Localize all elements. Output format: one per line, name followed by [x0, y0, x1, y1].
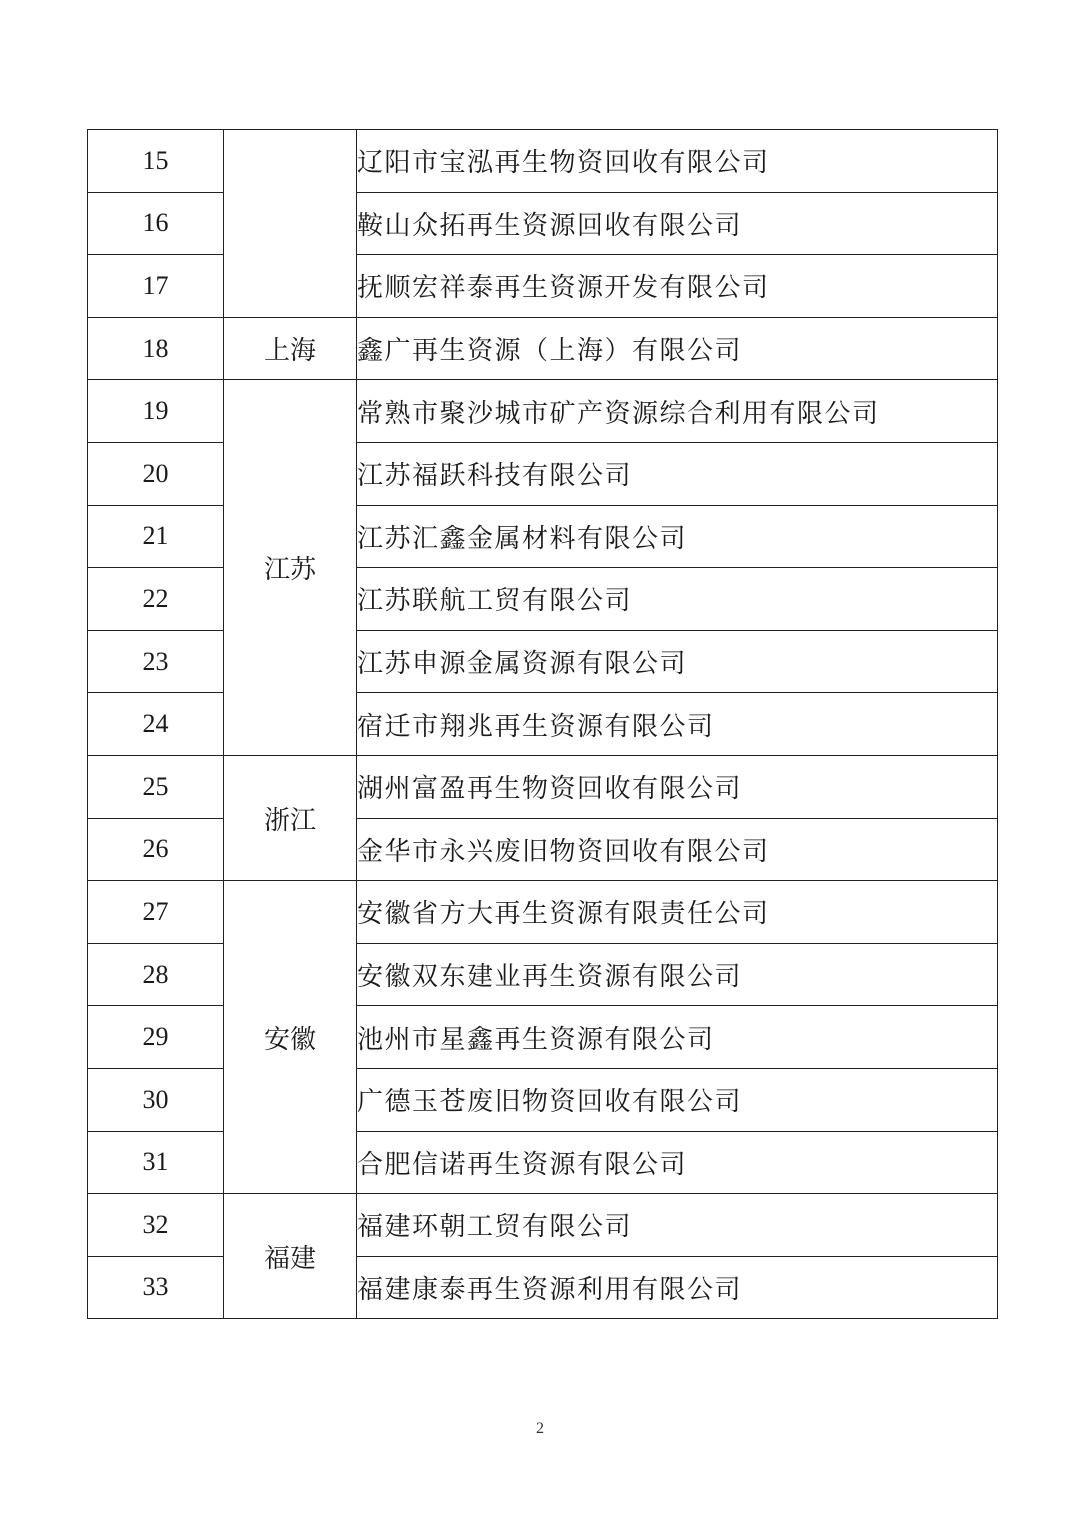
company-name: 福建康泰再生资源利用有限公司 [357, 1256, 998, 1319]
company-name: 湖州富盈再生物资回收有限公司 [357, 755, 998, 818]
company-name: 福建环朝工贸有限公司 [357, 1194, 998, 1257]
province-cell: 安徽 [224, 881, 357, 1194]
province-cell [224, 130, 357, 318]
table-row [88, 755, 998, 818]
row-number: 22 [88, 568, 224, 631]
row-number: 26 [88, 818, 224, 881]
row-number: 25 [88, 755, 224, 818]
company-name: 金华市永兴废旧物资回收有限公司 [357, 818, 998, 881]
row-number: 31 [88, 1131, 224, 1194]
company-name: 江苏福跃科技有限公司 [357, 442, 998, 505]
company-name: 鞍山众拓再生资源回收有限公司 [357, 192, 998, 255]
row-number: 23 [88, 630, 224, 693]
company-name: 鑫广再生资源（上海）有限公司 [357, 317, 998, 380]
province-cell: 浙江 [224, 755, 357, 880]
row-number: 27 [88, 881, 224, 944]
company-name: 广德玉苍废旧物资回收有限公司 [357, 1068, 998, 1131]
company-name: 江苏申源金属资源有限公司 [357, 630, 998, 693]
row-number: 24 [88, 693, 224, 756]
company-name: 池州市星鑫再生资源有限公司 [357, 1006, 998, 1069]
table-row [88, 881, 998, 944]
table-row [88, 380, 998, 443]
row-number: 21 [88, 505, 224, 568]
row-number: 20 [88, 442, 224, 505]
company-table [87, 129, 998, 1319]
row-number: 30 [88, 1068, 224, 1131]
table-row [88, 1194, 998, 1257]
province-cell: 江苏 [224, 380, 357, 756]
company-name: 安徽省方大再生资源有限责任公司 [357, 881, 998, 944]
table-row [88, 317, 998, 380]
row-number: 17 [88, 255, 224, 318]
company-name: 安徽双东建业再生资源有限公司 [357, 943, 998, 1006]
row-number: 16 [88, 192, 224, 255]
row-number: 33 [88, 1256, 224, 1319]
company-name: 抚顺宏祥泰再生资源开发有限公司 [357, 255, 998, 318]
company-name: 合肥信诺再生资源有限公司 [357, 1131, 998, 1194]
row-number: 28 [88, 943, 224, 1006]
row-number: 29 [88, 1006, 224, 1069]
row-number: 18 [88, 317, 224, 380]
province-cell: 福建 [224, 1194, 357, 1319]
company-name: 江苏汇鑫金属材料有限公司 [357, 505, 998, 568]
province-cell: 上海 [224, 317, 357, 380]
company-name: 江苏联航工贸有限公司 [357, 568, 998, 631]
row-number: 15 [88, 130, 224, 193]
company-name: 宿迁市翔兆再生资源有限公司 [357, 693, 998, 756]
page-number: 2 [536, 1420, 544, 1437]
company-name: 辽阳市宝泓再生物资回收有限公司 [357, 130, 998, 193]
company-name: 常熟市聚沙城市矿产资源综合利用有限公司 [357, 380, 998, 443]
table-row [88, 130, 998, 193]
row-number: 19 [88, 380, 224, 443]
row-number: 32 [88, 1194, 224, 1257]
